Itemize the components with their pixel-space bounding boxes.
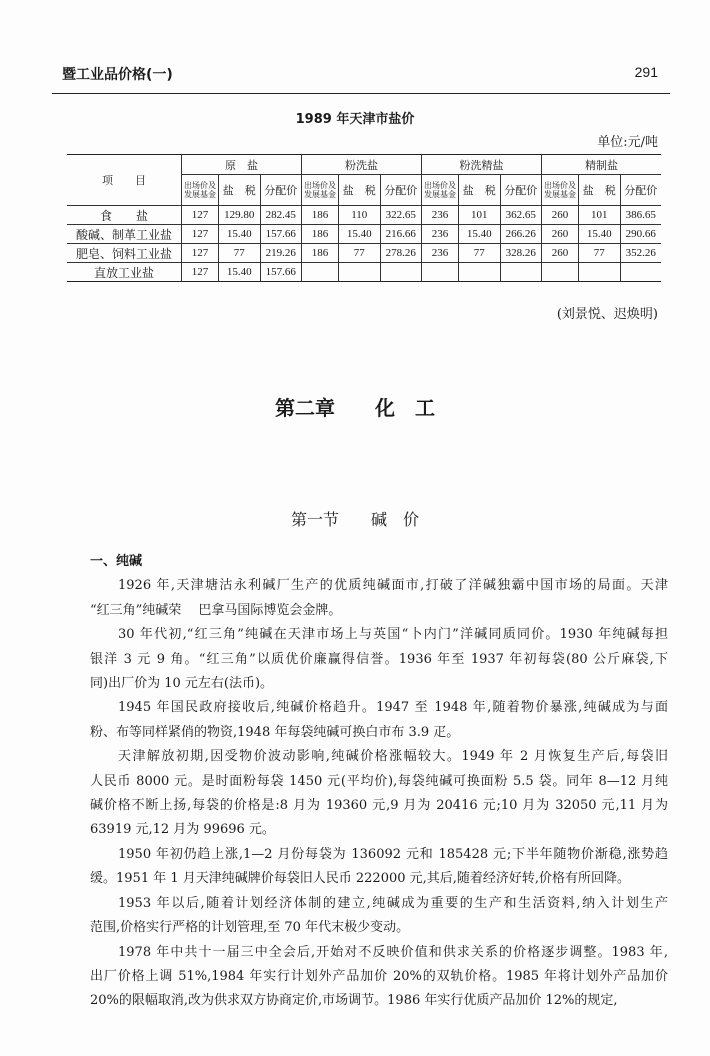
text-line: 1978 年中共十一届三中全会后,开始对不反映价值和供求关系的价格逐步调整。1983 年, [118, 944, 668, 960]
running-header-title: 暨工业品价格(一) [62, 67, 173, 83]
table-cell: 278.26 [380, 244, 422, 263]
table-cell: 186 [302, 206, 339, 225]
paragraph [90, 623, 668, 696]
table-cell: 157.66 [260, 263, 302, 282]
table-cell: 127 [182, 206, 219, 225]
subheading: 一、纯碱 [90, 554, 143, 569]
table-cell: 129.80 [219, 206, 261, 225]
table-unit: 单位:元/吨 [597, 135, 658, 150]
text-line: 天津解放初期,因受物价波动影响,纯碱价格涨幅较大。1949 年 2 月恢复生产后,每袋旧 [118, 749, 668, 765]
table-cell: 352.26 [620, 244, 661, 263]
table-cell: 290.66 [620, 225, 661, 244]
text-line: 出厂价格上调 51%,1984 年实行计划外产品加价 20%的双轨价格。1985 年将计划外产品加价 [90, 968, 668, 984]
salt-price-table [67, 154, 661, 282]
row-item: 酸碱、制革工业盐 [67, 225, 182, 244]
row-item: 直放工业盐 [67, 263, 182, 282]
table-cell [500, 263, 542, 282]
header-rule [52, 93, 670, 94]
table-cell: 266.26 [500, 225, 542, 244]
table-cell [579, 263, 621, 282]
table-cell: 219.26 [260, 244, 302, 263]
table-cell [380, 263, 422, 282]
text-line: “红三角”纯碱荣 巴拿马国际博览会金牌。 [90, 602, 342, 618]
subcol-header: 出场价及发展基金 [542, 175, 579, 206]
table-cell: 282.45 [260, 206, 302, 225]
table-cell: 15.40 [459, 225, 501, 244]
text-line: 1926 年,天津塘沽永利碱厂生产的优质纯碱面市,打破了洋碱独霸中国市场的局面。天津 [118, 578, 668, 594]
group-header: 粉洗盐 [302, 155, 422, 175]
table-cell: 157.66 [260, 225, 302, 244]
table-cell [459, 263, 501, 282]
table-row [67, 263, 661, 282]
subcol-header: 分配价 [260, 175, 302, 206]
table-cell: 15.40 [219, 263, 261, 282]
group-header: 精制盐 [542, 155, 662, 175]
table-title: 1989 年天津市盐价 [295, 112, 415, 127]
table-cell: 110 [339, 206, 381, 225]
paragraph [90, 696, 668, 745]
table-cell: 260 [542, 225, 579, 244]
table-cell: 260 [542, 244, 579, 263]
table-cell [542, 263, 579, 282]
paragraph [90, 745, 668, 843]
subcol-header: 盐 税 [579, 175, 621, 206]
text-line: 范围,价格实行严格的计划管理,至 70 年代末极少变动。 [90, 920, 410, 936]
section-title: 第一节 碱 价 [290, 510, 419, 529]
table-cell: 101 [459, 206, 501, 225]
subcol-header: 出场价及发展基金 [422, 175, 459, 206]
table-cell: 77 [579, 244, 621, 263]
paragraph [90, 941, 668, 1014]
text-line: 粉、布等同样紧俏的物资,1948 年每袋纯碱可换白市布 3.9 疋。 [90, 724, 460, 740]
row-header: 项 目 [67, 155, 182, 206]
table-cell [302, 263, 339, 282]
table-row [67, 206, 661, 225]
text-line: 缓。1951 年 1 月天津纯碱牌价每袋旧人民币 222000 元,其后,随着经济好转,价格有所回降。 [90, 871, 631, 887]
table-cell: 236 [422, 225, 459, 244]
table-cell [339, 263, 381, 282]
paragraph [90, 574, 668, 623]
table-cell: 127 [182, 244, 219, 263]
subcol-header: 盐 税 [459, 175, 501, 206]
text-line: 1945 年国民政府接收后,纯碱价格趋升。1947 至 1948 年,随着物价暴涨,纯碱成为与面 [118, 700, 668, 716]
table-cell [422, 263, 459, 282]
table-cell: 15.40 [579, 225, 621, 244]
table-cell: 77 [339, 244, 381, 263]
subcol-header: 分配价 [500, 175, 542, 206]
text-line: 碱价格不断上扬,每袋的价格是:8 月为 19360 元,9 月为 20416 元;10 月为 32050 元,11 月为 [90, 798, 668, 814]
page-number: 291 [634, 64, 658, 80]
table-cell: 328.26 [500, 244, 542, 263]
subcol-header: 分配价 [380, 175, 422, 206]
paragraph [90, 892, 668, 941]
table-cell: 236 [422, 206, 459, 225]
text-line: 63919 元,12 月为 99696 元。 [90, 822, 275, 838]
table-cell: 236 [422, 244, 459, 263]
table-cell: 386.65 [620, 206, 661, 225]
table-row [67, 225, 661, 244]
group-header: 原 盐 [182, 155, 302, 175]
table-cell: 186 [302, 225, 339, 244]
row-item: 食 盐 [67, 206, 182, 225]
text-line: 1950 年初仍趋上涨,1—2 月份每袋为 136092 元和 185428 元;下半年随物价渐稳,涨势趋 [118, 846, 668, 862]
text-line: 人民币 8000 元。是时面粉每袋 1450 元(平均价),每袋纯碱可换面粉 5.5 袋。同年 8—12 月纯 [90, 773, 668, 789]
text-line: 同)出厂价为 10 元左右(法币)。 [90, 676, 274, 692]
table-cell: 127 [182, 225, 219, 244]
subcol-header: 分配价 [620, 175, 661, 206]
chapter-title: 第二章 化 工 [275, 396, 435, 420]
group-header: 粉洗精盐 [422, 155, 542, 175]
row-item: 肥皂、饲料工业盐 [67, 244, 182, 263]
paragraph [90, 843, 668, 892]
table-cell: 15.40 [339, 225, 381, 244]
table-cell: 216.66 [380, 225, 422, 244]
subcol-header: 盐 税 [339, 175, 381, 206]
subcol-header: 出场价及发展基金 [182, 175, 219, 206]
table-cell: 260 [542, 206, 579, 225]
body-text [90, 550, 668, 1014]
text-line: 20%的限幅取消,改为供求双方协商定价,市场调节。1986 年实行优质产品加价 12%的规定, [90, 993, 618, 1009]
table-cell: 101 [579, 206, 621, 225]
table-cell: 127 [182, 263, 219, 282]
table-cell: 362.65 [500, 206, 542, 225]
author-credit: (刘景悦、迟焕明) [556, 307, 658, 322]
table-row [67, 244, 661, 263]
subcol-header: 出场价及发展基金 [302, 175, 339, 206]
text-line: 银洋 3 元 9 角。“红三角”以质优价廉赢得信誉。1936 年至 1937 年初每袋(80 公斤麻袋,下 [90, 651, 668, 667]
table-cell: 15.40 [219, 225, 261, 244]
subcol-header: 盐 税 [219, 175, 261, 206]
table-cell: 77 [459, 244, 501, 263]
table-cell: 77 [219, 244, 261, 263]
table-cell: 186 [302, 244, 339, 263]
text-line: 1953 年以后,随着计划经济体制的建立,纯碱成为重要的生产和生活资料,纳入计划生产 [118, 895, 668, 911]
table-cell: 322.65 [380, 206, 422, 225]
text-line: 30 年代初,“红三角”纯碱在天津市场上与英国“卜内门”洋碱同质同价。1930 年纯碱每担 [118, 627, 668, 643]
table-cell [620, 263, 661, 282]
